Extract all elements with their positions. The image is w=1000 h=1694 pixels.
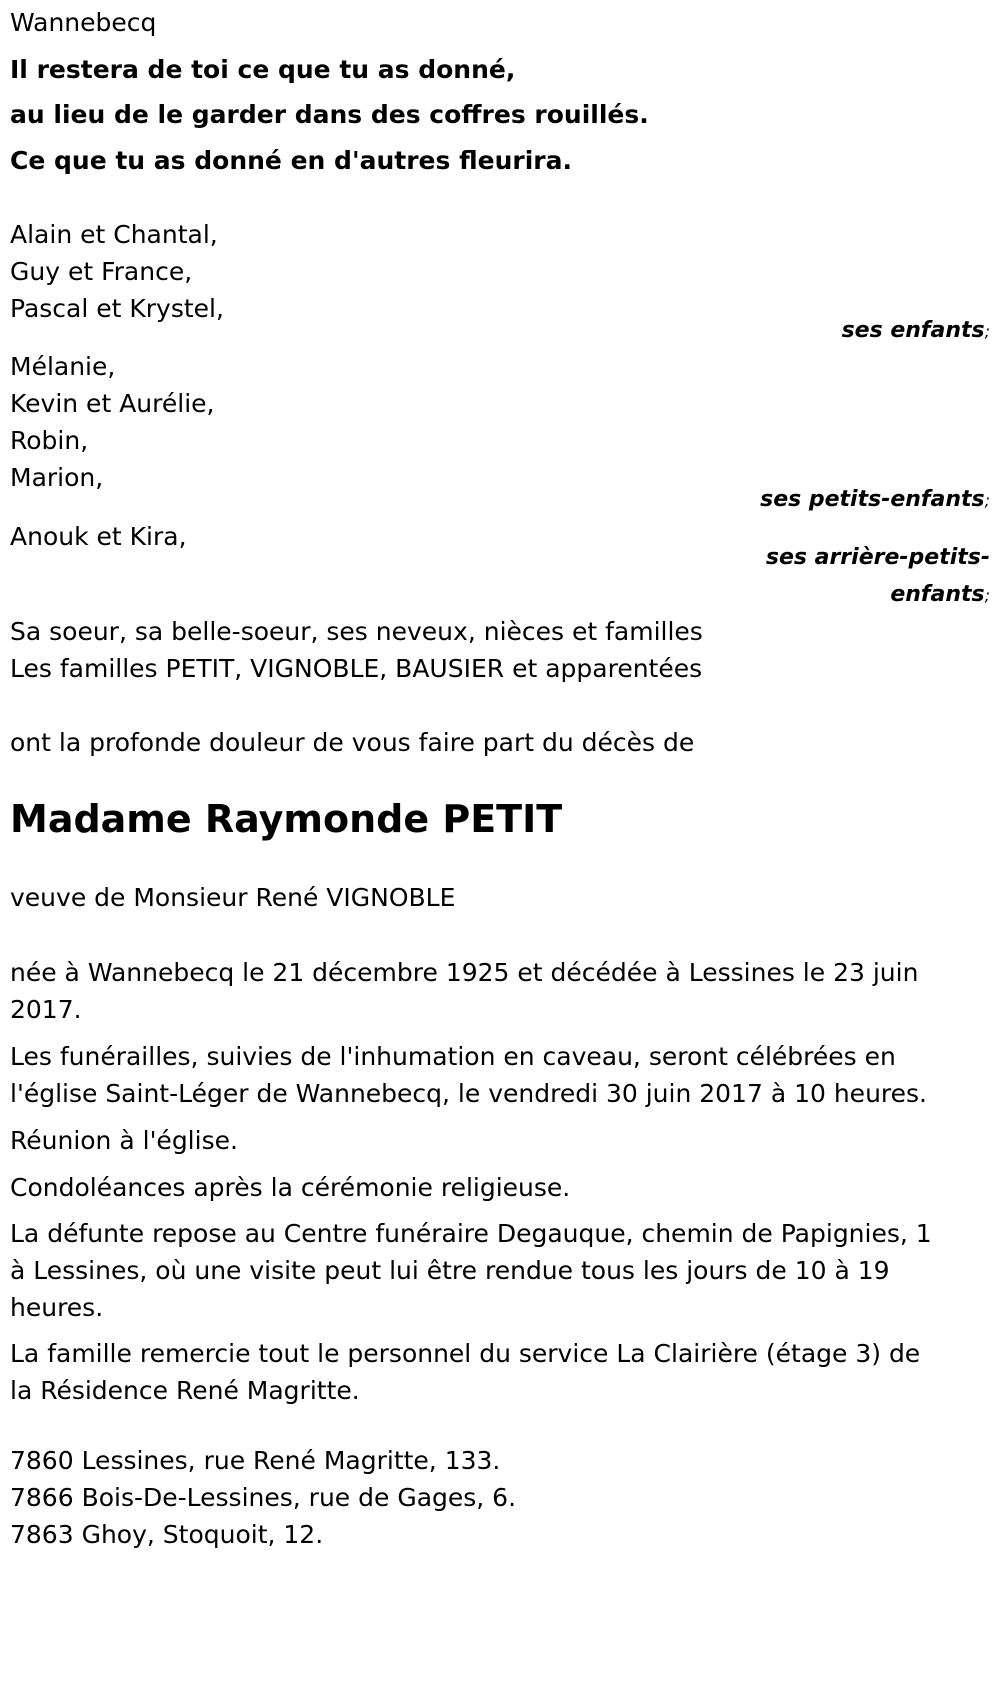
grandchild-name: Kevin et Aurélie,	[10, 389, 215, 418]
family-line: Sa soeur, sa belle-soeur, ses neveux, nièces et familles	[10, 617, 703, 646]
grandchildren-label: ses petits-enfants;	[760, 487, 990, 512]
address-line: 7866 Bois-De-Lessines, rue de Gages, 6.	[10, 1483, 517, 1512]
poem-line-2: au lieu de le garder dans des coffres rouillés.	[10, 100, 649, 129]
widow-of-text: veuve de Monsieur René VIGNOBLE	[10, 883, 456, 912]
rest-paragraph: La défunte repose au Centre funéraire Degauque, chemin de Papignies, 1 à Lessines, où une visite peut lui être rendue tous les jours de 10 à 19 heures.	[10, 1219, 932, 1322]
child-name: Alain et Chantal,	[10, 220, 218, 249]
meeting-paragraph: Réunion à l'église.	[10, 1126, 238, 1155]
condolences-paragraph: Condoléances après la cérémonie religieuse.	[10, 1173, 571, 1202]
child-name: Guy et France,	[10, 257, 193, 286]
great-grandchildren-label-line-1: ses arrière-petits-	[765, 545, 990, 570]
deceased-name: Madame Raymonde PETIT	[10, 797, 563, 841]
poem-line-3: Ce que tu as donné en d'autres fleurira.	[10, 146, 572, 175]
great-grandchild-name: Anouk et Kira,	[10, 522, 187, 551]
family-line: Les familles PETIT, VIGNOBLE, BAUSIER et apparentées	[10, 654, 703, 683]
great-grandchildren-label-line-2: enfants;	[890, 582, 990, 607]
child-name: Pascal et Krystel,	[10, 294, 224, 323]
address-line: 7860 Lessines, rue René Magritte, 133.	[10, 1446, 501, 1475]
announcement-text: ont la profonde douleur de vous faire part du décès de	[10, 728, 695, 757]
thanks-paragraph: La famille remercie tout le personnel du service La Clairière (étage 3) de la Résidence René Magritte.	[10, 1339, 921, 1405]
grandchild-name: Robin,	[10, 426, 89, 455]
poem-line-1: Il restera de toi ce que tu as donné,	[10, 55, 516, 84]
birth-death-paragraph: née à Wannebecq le 21 décembre 1925 et décédée à Lessines le 23 juin 2017.	[10, 958, 919, 1024]
address-line: 7863 Ghoy, Stoquoit, 12.	[10, 1520, 324, 1549]
grandchild-name: Mélanie,	[10, 352, 116, 381]
place-header: Wannebecq	[10, 8, 157, 37]
children-label: ses enfants;	[841, 318, 990, 343]
funeral-paragraph: Les funérailles, suivies de l'inhumation en caveau, seront célébrées en l'église Saint-Léger de Wannebecq, le vendredi 30 juin 2017 à 10 heures.	[10, 1042, 927, 1108]
grandchild-name: Marion,	[10, 463, 104, 492]
